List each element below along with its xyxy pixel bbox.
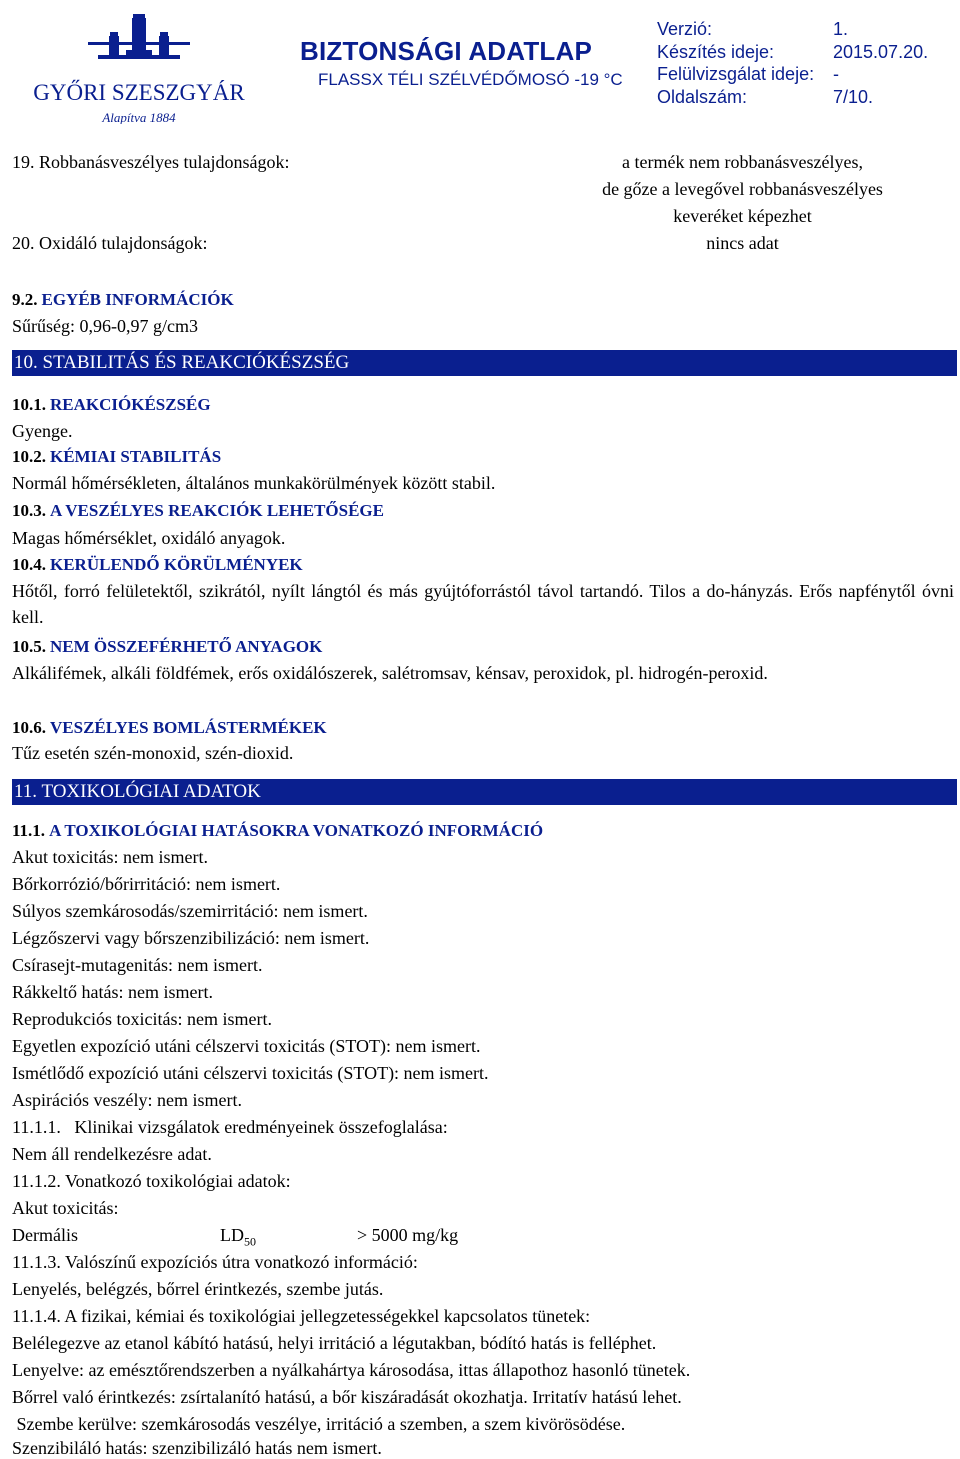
tox-line: 11.1.3. Valószínű expozíciós útra vonatkozó információ:	[12, 1252, 418, 1272]
section-9-2-heading: 9.2. EGYÉB INFORMÁCIÓK	[12, 290, 234, 309]
company-tagline: Alapítva 1884	[102, 110, 176, 124]
tox-line: Rákkeltő hatás: nem ismert.	[12, 982, 213, 1002]
prop-20-value: nincs adat	[706, 233, 779, 253]
tox-line: 11.1.1. Klinikai vizsgálatok eredményeinek összefoglalása:	[12, 1117, 448, 1137]
company-logo	[28, 6, 250, 124]
section-10-4-text: Hőtől, forró felületektől, szikrától, nyílt lángtól és más gyújtóforrástól távol tartandó. Tilos a do-hányzás. Erős napfénytől óvni kell.	[12, 581, 954, 627]
prop-20-label: 20. Oxidáló tulajdonságok:	[12, 233, 208, 253]
document-meta	[657, 18, 928, 108]
tox-line: Csírasejt-mutagenitás: nem ismert.	[12, 955, 263, 975]
section-10-1-text: Gyenge.	[12, 421, 73, 441]
meta-page: Oldalszám: 7/10.	[657, 86, 874, 107]
section-10-3-heading: 10.3. A VESZÉLYES REAKCIÓK LEHETŐSÉGE	[12, 501, 384, 520]
section-10-4-heading: 10.4. KERÜLENDŐ KÖRÜLMÉNYEK	[12, 555, 303, 574]
prop-19-value-2: de gőze a levegővel robbanásveszélyes	[602, 179, 883, 199]
dermal-value: > 5000 mg/kg	[357, 1225, 459, 1245]
document-title: BIZTONSÁGI ADATLAP	[300, 36, 592, 66]
tox-line: 11.1.2. Vonatkozó toxikológiai adatok:	[12, 1171, 291, 1191]
section-10-bar: 10. STABILITÁS ÉS REAKCIÓKÉSZSÉG	[12, 350, 957, 376]
section-11-1-heading: 11.1. A TOXIKOLÓGIAI HATÁSOKRA VONATKOZÓ INFORMÁCIÓ	[12, 821, 544, 840]
dermal-route: Dermális	[12, 1225, 78, 1245]
section-10-5-heading: 10.5. NEM ÖSSZEFÉRHETŐ ANYAGOK	[12, 637, 323, 656]
company-name: GYŐRI SZESZGYÁR	[33, 80, 245, 105]
tox-line: Nem áll rendelkezésre adat.	[12, 1144, 212, 1164]
tox-line: Súlyos szemkárosodás/szemirritáció: nem ismert.	[12, 901, 368, 921]
section-10-2-heading: 10.2. KÉMIAI STABILITÁS	[12, 447, 222, 466]
product-name: FLASSX TÉLI SZÉLVÉDŐMOSÓ -19 °C	[318, 70, 623, 89]
tox-line: Bőrrel való érintkezés: zsírtalanító hatású, a bőr kiszáradását okozhatja. Irritatív hatású lehet.	[12, 1387, 682, 1407]
tox-line: Egyetlen expozíció utáni célszervi toxicitás (STOT): nem ismert.	[12, 1036, 481, 1056]
tox-line: Bőrkorrózió/bőrirritáció: nem ismert.	[12, 874, 281, 894]
section-11-bar: 11. TOXIKOLÓGIAI ADATOK	[12, 779, 957, 805]
tox-line: 11.1.4. A fizikai, kémiai és toxikológiai jellegzetességekkel kapcsolatos tünetek:	[12, 1306, 591, 1326]
density-text: Sűrűség: 0,96-0,97 g/cm3	[12, 316, 198, 336]
tox-line: Reprodukciós toxicitás: nem ismert.	[12, 1009, 272, 1029]
section-10-1-heading: 10.1. REAKCIÓKÉSZSÉG	[12, 395, 211, 414]
tox-line: Szenzibiláló hatás: szenzibilizáló hatás nem ismert.	[12, 1438, 382, 1458]
meta-version: Verzió: 1.	[657, 19, 849, 39]
tox-line: Légzőszervi vagy bőrszenzibilizáció: nem ismert.	[12, 928, 370, 948]
section-10-6-text: Tűz esetén szén-monoxid, szén-dioxid.	[12, 743, 294, 763]
tox-line: Akut toxicitás:	[12, 1198, 119, 1218]
tox-line: Ismétlődő expozíció utáni célszervi toxicitás (STOT): nem ismert.	[12, 1063, 489, 1083]
section-10-2-text: Normál hőmérsékleten, általános munkakörülmények között stabil.	[12, 473, 496, 493]
tox-line: Szembe kerülve: szemkárosodás veszélye, irritáció a szemben, a szem kivörösödése.	[12, 1414, 626, 1434]
prop-19-value-1: a termék nem robbanásveszélyes,	[622, 152, 863, 172]
tox-line: Lenyelve: az emésztőrendszerben a nyálkahártya károsodása, ittas állapothoz hasonló tünetek.	[12, 1360, 691, 1380]
tox-line: Akut toxicitás: nem ismert.	[12, 847, 208, 867]
meta-revised: Felülvizsgálat ideje: -	[657, 64, 839, 84]
section-10-5-text: Alkálifémek, alkáli földfémek, erős oxidálószerek, salétromsav, kénsav, peroxidok, pl. hidrogén-peroxid.	[12, 663, 768, 683]
meta-created: Készítés ideje: 2015.07.20.	[657, 41, 929, 62]
prop-19-value-3: keveréket képezhet	[673, 206, 812, 226]
section-10-3-text: Magas hőmérséklet, oxidáló anyagok.	[12, 528, 286, 548]
section-10-6-heading: 10.6. VESZÉLYES BOMLÁSTERMÉKEK	[12, 718, 327, 737]
tox-line: Lenyelés, belégzés, bőrrel érintkezés, szembe jutás.	[12, 1279, 384, 1299]
tox-line: Belélegezve az etanol kábító hatású, helyi irritáció a légutakban, bódító hatás is felléphet.	[12, 1333, 657, 1353]
tox-line: Aspirációs veszély: nem ismert.	[12, 1090, 242, 1110]
dermal-ld: $LD_{50}$	[220, 1225, 256, 1249]
prop-19-label: 19. Robbanásveszélyes tulajdonságok:	[12, 152, 290, 172]
